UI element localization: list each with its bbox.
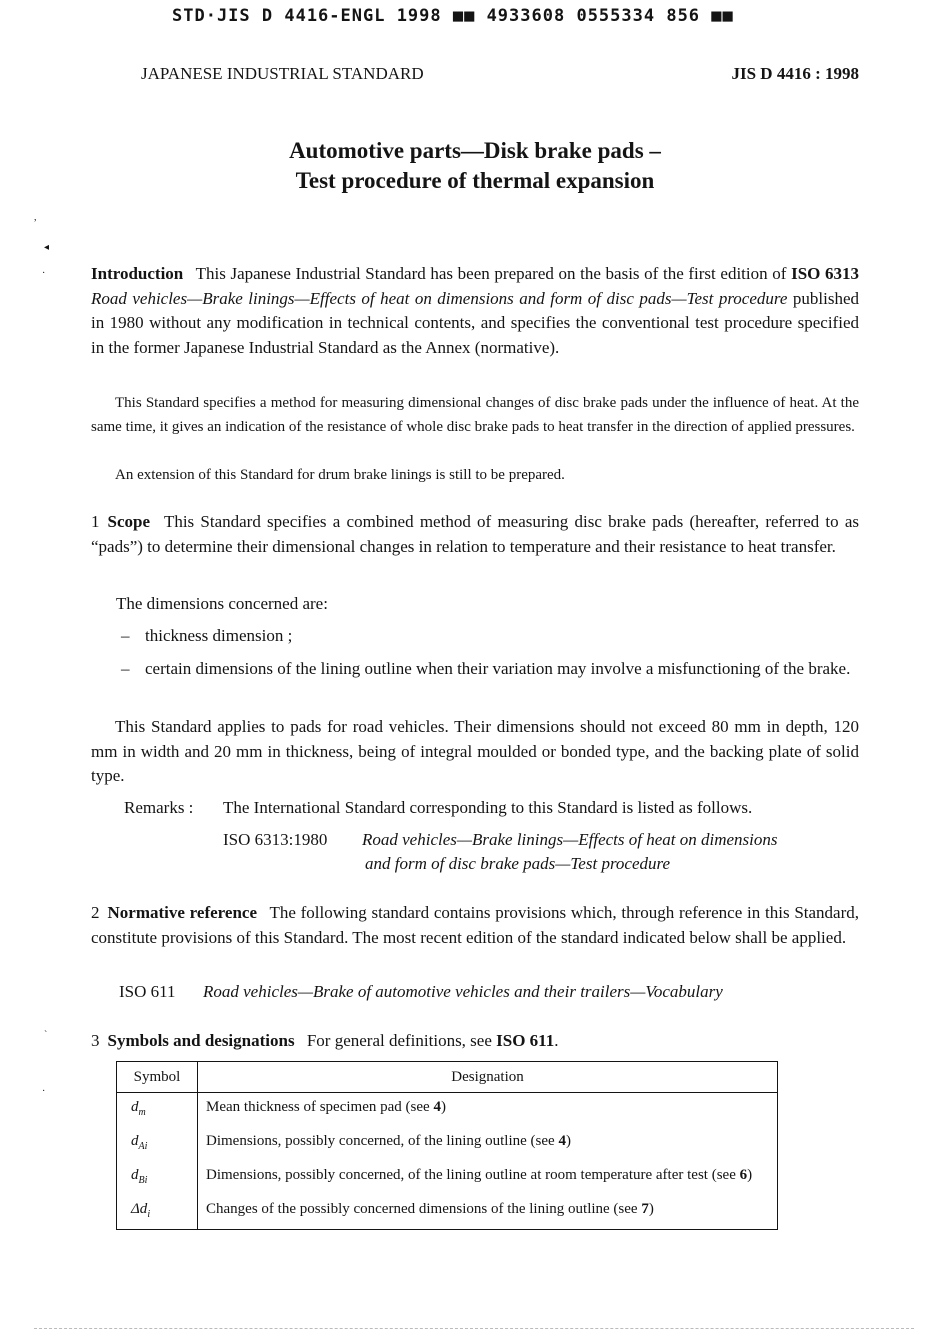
symbol-main: d (131, 1167, 139, 1183)
introduction-ref-title: Road vehicles—Brake linings—Effects of heat on dimensions and form of disc pads—Test procedure (91, 288, 788, 308)
dimensions-intro: The dimensions concerned are: (116, 594, 328, 613)
symbol-main: d (131, 1099, 139, 1115)
standard-number-header: JIS D 4416 : 1998 (731, 64, 859, 83)
designation-close: ) (565, 1133, 571, 1149)
normref-text: The following standard contains provisions which, through reference in this Standard, constitute provisions of this Standard. The most recent edition of the standard indicated below shall be applied. (91, 903, 859, 947)
symbol-cell (117, 1093, 198, 1128)
symbols-period: . (554, 1031, 559, 1050)
designation-ref: 4 (558, 1133, 566, 1149)
margin-mark-5: · (42, 1086, 46, 1097)
symbol-cell (117, 1127, 198, 1161)
normref-iso-title: Road vehicles—Brake of automotive vehicles and their trailers—Vocabulary (203, 982, 723, 1001)
designation-text: Dimensions, possibly concerned, of the lining outline (see (206, 1133, 559, 1149)
page-bottom-rule (34, 1328, 914, 1329)
normref-iso-title-wrap (203, 980, 723, 1005)
designation-close: ) (747, 1167, 753, 1183)
designation-close: ) (440, 1099, 446, 1115)
bullet-dash-2: – (121, 659, 130, 678)
scope-heading: Scope (107, 512, 150, 531)
introduction-text-1: This Japanese Industrial Standard has been prepared on the basis of the first edition of (195, 264, 792, 283)
introduction-text-2: published in 1980 without any modification in technical contents, and specifies the conventional test procedure specified in the former Japanese Industrial Standard as the Annex (normative). (91, 288, 860, 357)
column-header-symbol: Symbol (117, 1062, 198, 1093)
symbol-cell (117, 1195, 198, 1230)
designation-cell (198, 1161, 778, 1195)
normref-heading: Normative reference (107, 903, 257, 922)
table-header-row (117, 1062, 778, 1093)
table-row (117, 1093, 778, 1128)
designation-ref: 6 (739, 1167, 748, 1183)
remarks-title-line-2 (365, 852, 670, 877)
table-row (117, 1127, 778, 1161)
scope-paragraph (91, 510, 859, 559)
bullet-dash-1: – (121, 626, 130, 645)
remarks-title-1: Road vehicles—Brake linings—Effects of heat on dimensions (362, 830, 778, 849)
designation-text: Changes of the possibly concerned dimensions of the lining outline (see (206, 1201, 642, 1217)
scope-text: This Standard specifies a combined method of measuring disc brake pads (hereafter, referred to as “pads”) to determine their dimensional changes in relation to temperature and their resistance to heat transfer. (91, 512, 859, 556)
designation-cell (198, 1127, 778, 1161)
remarks-title-2: and form of disc brake pads—Test procedure (365, 854, 671, 873)
table-row (117, 1195, 778, 1230)
remarks-text: The International Standard corresponding to this Standard is listed as follows. (223, 798, 753, 817)
margin-mark-4: ` (44, 1030, 48, 1041)
symbol-subscript: m (138, 1107, 146, 1118)
designation-cell (198, 1195, 778, 1230)
symbols-heading: Symbols and designations (107, 1031, 295, 1050)
introduction-iso-ref: ISO 6313 (791, 264, 860, 283)
note-paragraph-1: This Standard specifies a method for measuring dimensional changes of disc brake pads under the influence of heat. At the same time, it gives an indication of the resistance of whole disc brake pads to heat transfer in the direction of applied pressures. (91, 395, 859, 435)
designation-close: ) (648, 1201, 654, 1217)
bullet-item-2: certain dimensions of the lining outline when their variation may involve a misfunctioning of the brake. (145, 659, 851, 678)
designation-cell (198, 1093, 778, 1128)
symbol-cell (117, 1161, 198, 1195)
symbols-number: 3 (91, 1031, 100, 1050)
normative-reference-paragraph (91, 901, 859, 950)
title-line-1: Automotive parts—Disk brake pads – (289, 138, 661, 163)
table-row (117, 1161, 778, 1195)
scope-number: 1 (91, 512, 100, 531)
symbol-subscript: Ai (138, 1141, 148, 1152)
designation-text: Mean thickness of specimen pad (see (206, 1099, 434, 1115)
note-paragraph-2: An extension of this Standard for drum brake linings is still to be prepared. (115, 467, 565, 483)
designation-ref: 7 (641, 1201, 649, 1217)
document-title (0, 136, 950, 196)
designation-ref: 4 (433, 1099, 441, 1115)
symbol-subscript: i (147, 1209, 151, 1220)
symbol-main: Δd (131, 1201, 148, 1217)
bullet-item-1: thickness dimension ; (145, 626, 293, 645)
remarks-iso: ISO 6313:1980 (223, 830, 328, 849)
symbols-text: For general definitions, see (306, 1031, 497, 1050)
document-stamp: STD·JIS D 4416-ENGL 1998 ■■ 4933608 0555334 856 ■■ (172, 6, 734, 26)
margin-mark-3: · (42, 268, 46, 279)
standard-org-header: JAPANESE INDUSTRIAL STANDARD (141, 64, 424, 83)
remarks-label: Remarks : (124, 798, 194, 817)
normref-iso: ISO 611 (119, 982, 176, 1001)
title-line-2: Test procedure of thermal expansion (295, 168, 655, 193)
symbols-iso: ISO 611 (496, 1031, 555, 1050)
designation-text: Dimensions, possibly concerned, of the lining outline at room temperature after test (see (206, 1167, 740, 1183)
introduction-paragraph (91, 262, 859, 360)
margin-mark-1: , (34, 212, 37, 223)
normref-number: 2 (91, 903, 100, 922)
symbol-subscript: Bi (138, 1175, 148, 1186)
margin-mark-2: ◂ (44, 242, 50, 253)
introduction-heading: Introduction (91, 264, 184, 283)
column-header-designation: Designation (198, 1062, 778, 1093)
remarks-title-line-1 (362, 828, 778, 853)
scope-applies-paragraph: This Standard applies to pads for road vehicles. Their dimensions should not exceed 80 mm in depth, 120 mm in width and 20 mm in thickness, being of integral moulded or bonded type, and the backing plate of solid type. (91, 717, 859, 785)
symbols-paragraph (91, 1029, 559, 1054)
symbol-main: d (131, 1133, 139, 1149)
symbols-table (116, 1061, 778, 1230)
